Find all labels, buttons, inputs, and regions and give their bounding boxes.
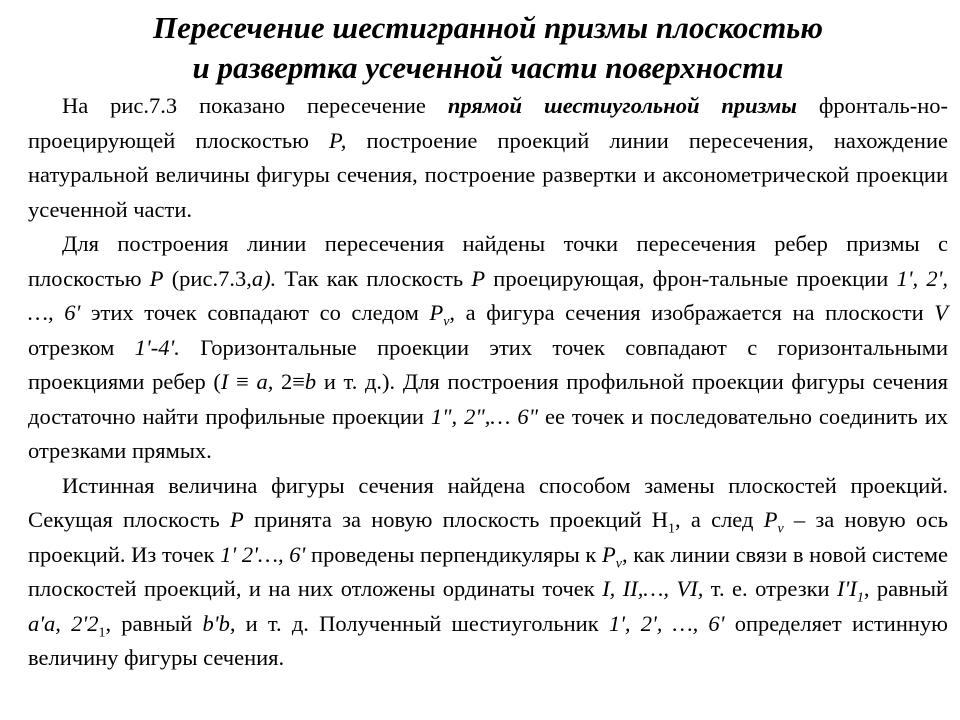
title-line-2: и развертка усеченной части поверхности	[192, 50, 784, 85]
paragraph-2: Для построения линии пересечения найдены точки пересечения ребер призмы с плоскостью Р (рис.7.3,а). Так как плоскость Р проецирующая, фрон-тальные проекции 1', 2', …, 6' этих точек совпадают со следом $P_v$, а фигура сечения изображается на плоскости V отрезком 1'-4'. Горизонтальные проекции этих точек совпадают с горизонтальными проекциями ребер (I ≡ а, 2≡b и т. д.). Для построения профильной проекции фигуры сечения достаточно найти профильные проекции 1", 2",… 6" ее точек и последовательно соединить их отрезками прямых.	[28, 231, 949, 463]
body-text	[28, 89, 948, 676]
paragraph-3: Истинная величина фигуры сечения найдена способом замены плоскостей проекций. Секущая плоскость Р принята за новую плоскость проекций $Н_1$, а след $P_v$ – за новую ось проекций. Из точек 1' 2'…, 6' проведены перпендикуляры к $P_v$, как линии связи в новой системе плоскостей проекций, и на них отложены ординаты точек I, II,…, VI, т. е. отрезки $I'I_1$, равный а'а, $2'2_1$, равный b'b, и т. д. Полученный шестиугольник 1', 2', …, 6' определяет истинную величину фигуры сечения.	[28, 472, 949, 670]
title-line-1: Пересечение шестигранной призмы плоскостью	[153, 10, 823, 45]
page-title	[28, 8, 948, 88]
paragraph-1: На рис.7.3 показано пересечение прямой шестиугольной призмы фронталь-но-проецирующей плоскостью Р, построение проекций линии пересечения, нахождение натуральной величины фигуры сечения, построение развертки и аксонометрической проекции усеченной части.	[28, 93, 948, 222]
